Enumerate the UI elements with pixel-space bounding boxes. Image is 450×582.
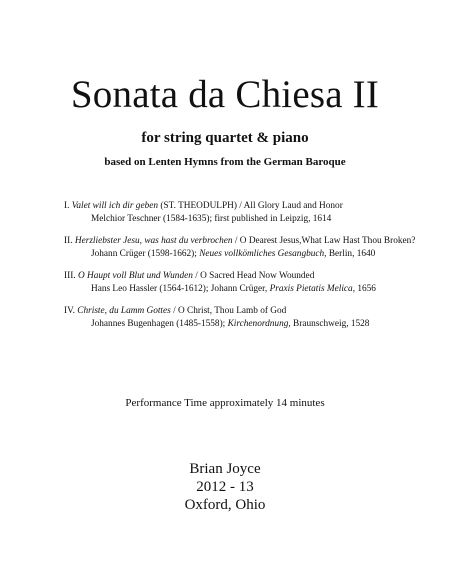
hymn-title: Valet will ich dir geben: [71, 201, 158, 211]
composer-name: Brian Joyce: [189, 461, 261, 477]
source-publication: Kirchenordnung,: [227, 318, 291, 329]
movement-numeral: III.: [64, 271, 76, 281]
hymn-title: O Haupt voll Blut und Wunden: [77, 271, 193, 281]
movement-item: [64, 200, 448, 225]
movement-list: [64, 200, 448, 338]
source-publication: Praxis Pietatis Melica,: [269, 283, 356, 294]
publication-place: 1656: [357, 283, 376, 294]
hymn-title: Christe, du Lamm Gottes: [77, 306, 171, 316]
movement-numeral: IV.: [64, 306, 75, 316]
english-title: / All Glory Laud and Honor: [239, 201, 343, 211]
composer-credit: Johann Crüger (1598-1662);: [91, 248, 197, 259]
composer-credit-block: [0, 460, 450, 514]
source-publication: Neues vollkömliches Gesangbuch,: [199, 248, 327, 259]
movement-numeral: II.: [64, 236, 73, 246]
composition-years: 2012 - 13: [196, 479, 254, 495]
composer-credit: Hans Leo Hassler (1564-1612); Johann Crüger,: [91, 283, 268, 294]
publication-place: Braunschweig, 1528: [293, 318, 370, 329]
tune-name: (ST. THEODULPH): [160, 201, 237, 211]
movement-item: [64, 235, 448, 260]
composer-credit: Johannes Bugenhagen (1485-1558);: [91, 318, 226, 329]
publication-place: Berlin, 1640: [328, 248, 376, 259]
movement-item: [64, 305, 448, 330]
english-title: / O Christ, Thou Lamb of God: [173, 306, 287, 316]
english-title: / O Sacred Head Now Wounded: [195, 271, 315, 281]
movement-numeral: I.: [64, 201, 70, 211]
page-title: Sonata da Chiesa II: [70, 73, 380, 116]
movement-item: [64, 270, 448, 295]
english-title: / O Dearest Jesus,What Law Hast Thou Broken?: [234, 236, 416, 246]
performance-time: Performance Time approximately 14 minutes: [125, 397, 325, 409]
hymn-title: Herzliebster Jesu, was hast du verbrochen: [74, 236, 233, 246]
composition-location: Oxford, Ohio: [184, 497, 266, 513]
composer-credit: Melchior Teschner (1584-1635); first published in Leipzig, 1614: [91, 213, 332, 224]
instrumentation-subtitle: for string quartet & piano: [141, 130, 309, 146]
source-description: based on Lenten Hymns from the German Baroque: [104, 156, 346, 168]
